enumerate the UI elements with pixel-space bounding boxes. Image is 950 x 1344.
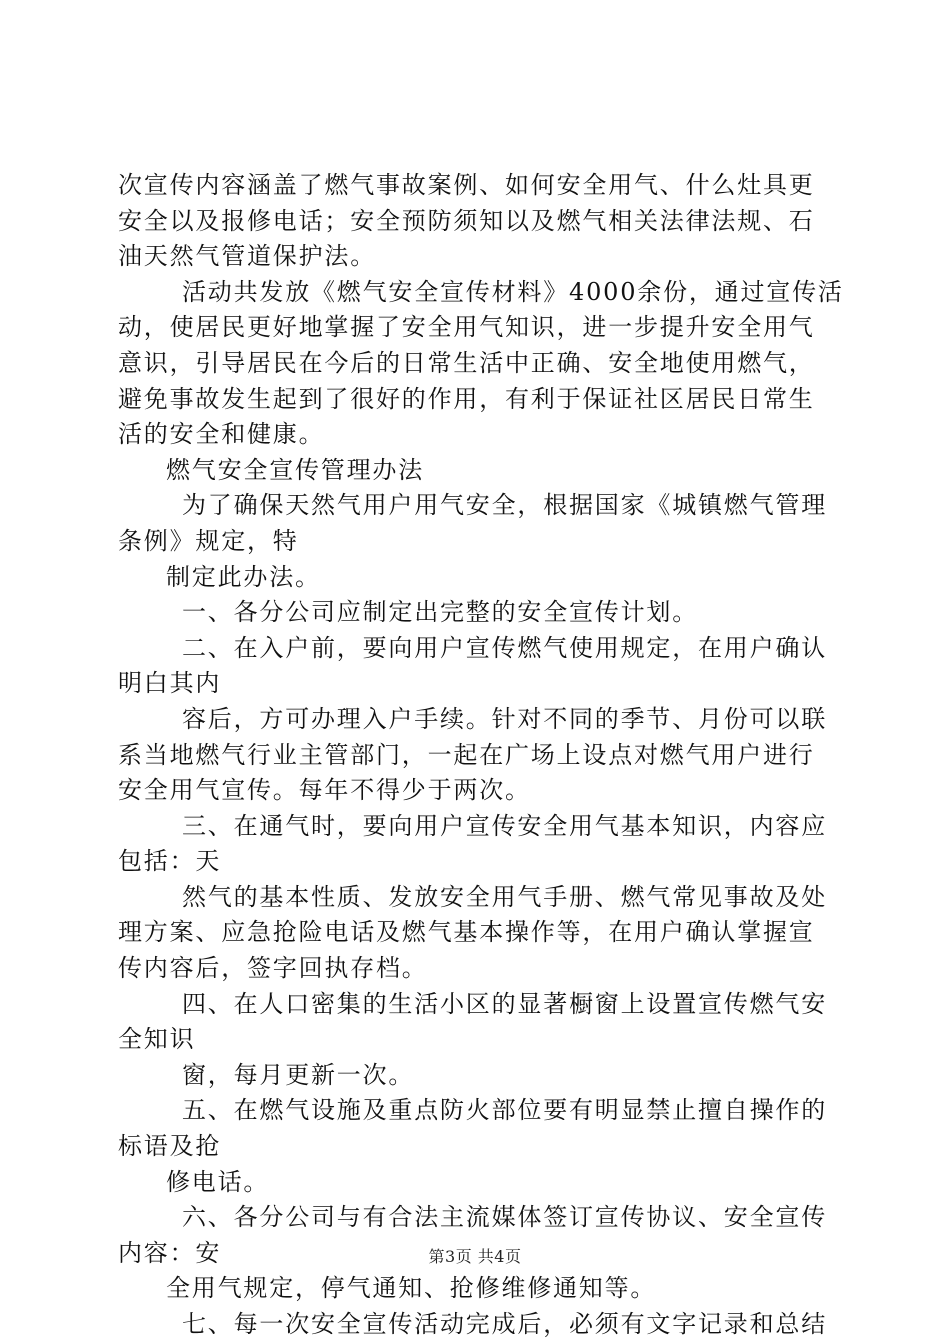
text-line: 窗，每月更新一次。 bbox=[182, 1060, 415, 1089]
text-line: 条例》规定，特 bbox=[118, 526, 299, 555]
text-line: 容后，方可办理入户手续。针对不同的季节、月份可以联 bbox=[182, 704, 827, 733]
text-line: 活的安全和健康。 bbox=[118, 420, 325, 449]
text-line: 全知识 bbox=[118, 1025, 196, 1054]
text-line: 内容：安 bbox=[118, 1238, 222, 1267]
text-line: 修电话。 bbox=[166, 1167, 270, 1196]
text-line: 次宣传内容涵盖了燃气事故案例、如何安全用气、什么灶具更 bbox=[118, 171, 815, 199]
text-line: 理方案、应急抢险电话及燃气基本操作等，在用户确认掌握宣 bbox=[118, 918, 815, 947]
text-line: 为了确保天然气用户用气安全，根据国家《城镇燃气管理 bbox=[182, 491, 827, 520]
text-line: 四、在人口密集的生活小区的显著橱窗上设置宣传燃气安 bbox=[182, 989, 827, 1018]
text-line: 明白其内 bbox=[118, 669, 222, 698]
page-footer: 第3页 共4页 bbox=[428, 1247, 522, 1266]
text-line: 系当地燃气行业主管部门，一起在广场上设点对燃气用户进行 bbox=[118, 740, 815, 769]
text-line: 避免事故发生起到了很好的作用，有利于保证社区居民日常生 bbox=[118, 384, 815, 413]
text-line: 动，使居民更好地掌握了安全用气知识，进一步提升安全用气 bbox=[118, 313, 815, 342]
text-line: 六、各分公司与有合法主流媒体签订宣传协议、安全宣传 bbox=[182, 1203, 827, 1232]
text-line: 传内容后，签字回执存档。 bbox=[118, 954, 428, 983]
text-line: 标语及抢 bbox=[118, 1132, 222, 1161]
text-line: 意识，引导居民在今后的日常生活中正确、安全地使用燃气， bbox=[118, 348, 815, 377]
document-body bbox=[118, 168, 844, 1343]
text-line: 安全用气宣传。每年不得少于两次。 bbox=[118, 776, 531, 805]
text-line: 包括：天 bbox=[118, 847, 222, 876]
text-line: 一、各分公司应制定出完整的安全宣传计划。 bbox=[182, 598, 698, 627]
text-line: 制定此办法。 bbox=[166, 562, 321, 591]
text-line: 三、在通气时，要向用户宣传安全用气基本知识，内容应 bbox=[182, 811, 827, 840]
text-line: 五、在燃气设施及重点防火部位要有明显禁止擅自操作的 bbox=[182, 1096, 827, 1125]
text-line: 燃气安全宣传管理办法 bbox=[166, 455, 424, 484]
text-line: 全用气规定，停气通知、抢修维修通知等。 bbox=[166, 1274, 657, 1303]
text-line: 安全以及报修电话；安全预防须知以及燃气相关法律法规、石 bbox=[118, 206, 815, 235]
text-line: 然气的基本性质、发放安全用气手册、燃气常见事故及处 bbox=[182, 882, 827, 911]
text-line: 二、在入户前，要向用户宣传燃气使用规定，在用户确认 bbox=[182, 633, 827, 662]
text-line: 七、每一次安全宣传活动完成后，必须有文字记录和总结 bbox=[182, 1310, 827, 1338]
text-line: 油天然气管道保护法。 bbox=[118, 242, 376, 271]
text-line: 活动共发放《燃气安全宣传材料》4000余份，通过宣传活 bbox=[182, 277, 844, 306]
